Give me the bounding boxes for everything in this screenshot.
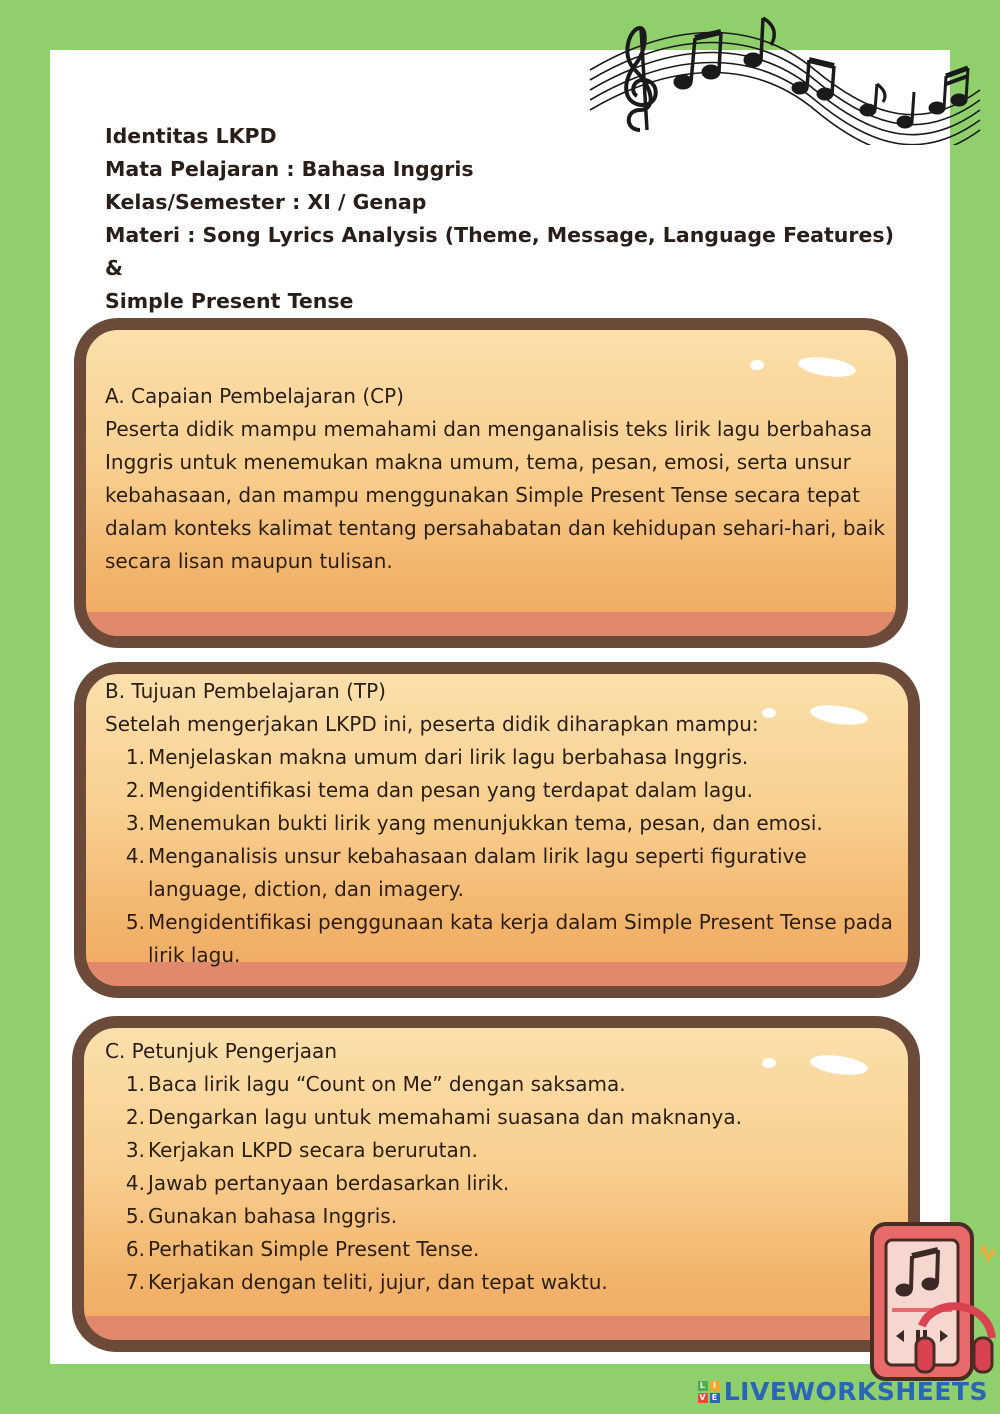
- list-item: [105, 1266, 905, 1299]
- identity-block: [105, 120, 905, 351]
- list-item-text: Dengarkan lagu untuk memahami suasana dan maknanya.: [148, 1105, 742, 1129]
- identity-title: Identitas LKPD: [105, 124, 277, 148]
- panel-band: [84, 1316, 908, 1340]
- list-item-text: Menemukan bukti lirik yang menunjukkan tema, pesan, dan emosi.: [148, 811, 823, 835]
- list-item: [105, 1200, 905, 1233]
- list-item: [105, 906, 905, 972]
- section-petunjuk: [105, 1035, 905, 1299]
- list-item-text: Mengidentifikasi tema dan pesan yang terdapat dalam lagu.: [148, 778, 753, 802]
- list-item-number: 5.: [125, 910, 145, 934]
- brand-name: LIVEWORKSHEETS: [723, 1377, 988, 1406]
- panel-band: [86, 612, 896, 636]
- list-item-text: Gunakan bahasa Inggris.: [148, 1204, 398, 1228]
- list-item-number: 7.: [125, 1270, 145, 1294]
- section-tujuan: [105, 675, 905, 972]
- logo-letter: L: [698, 1381, 708, 1391]
- identity-material-line1: Materi : Song Lyrics Analysis (Theme, Message, Language Features) &: [105, 223, 894, 280]
- liveworksheets-logo: [698, 1377, 988, 1406]
- section-b-heading: B. Tujuan Pembelajaran (TP): [105, 679, 386, 703]
- identity-material-line2: Simple Present Tense: [105, 289, 354, 313]
- section-b-intro: Setelah mengerjakan LKPD ini, peserta didik diharapkan mampu:: [105, 712, 759, 736]
- gloss-highlight: [797, 354, 857, 380]
- list-item-number: 1.: [125, 1072, 145, 1096]
- list-item-text: Mengidentifikasi penggunaan kata kerja dalam Simple Present Tense pada lirik lagu.: [148, 910, 893, 967]
- list-item: [105, 1101, 905, 1134]
- list-item: [105, 1233, 905, 1266]
- list-item: [105, 807, 905, 840]
- list-item-number: 3.: [125, 1138, 145, 1162]
- list-item-text: Jawab pertanyaan berdasarkan lirik.: [148, 1171, 510, 1195]
- list-item-number: 2.: [125, 778, 145, 802]
- petunjuk-list: [105, 1068, 905, 1299]
- list-item-number: 6.: [125, 1237, 145, 1261]
- list-item: [105, 1068, 905, 1101]
- list-item-text: Kerjakan LKPD secara berurutan.: [148, 1138, 478, 1162]
- section-a-body: Peserta didik mampu memahami dan menganalisis teks lirik lagu berbahasa Inggris untuk menemukan makna umum, tema, pesan, emosi, serta unsur kebahasaan, dan mampu menggunakan Simple Present Tense secara tepat dalam konteks kalimat tentang persahabatan dan kehidupan sehari-hari, baik secara lisan maupun tulisan.: [105, 417, 885, 573]
- section-a-heading: A. Capaian Pembelajaran (CP): [105, 384, 404, 408]
- list-item-number: 4.: [125, 844, 145, 868]
- logo-letter: E: [710, 1393, 720, 1403]
- logo-letter: I: [710, 1381, 720, 1391]
- list-item: [105, 840, 905, 906]
- identity-subject: Mata Pelajaran : Bahasa Inggris: [105, 157, 474, 181]
- list-item: [105, 1167, 905, 1200]
- logo-letter: V: [699, 1392, 707, 1402]
- list-item-text: Perhatikan Simple Present Tense.: [148, 1237, 480, 1261]
- section-c-heading: C. Petunjuk Pengerjaan: [105, 1039, 337, 1063]
- list-item-number: 4.: [125, 1171, 145, 1195]
- list-item-text: Menjelaskan makna umum dari lirik lagu berbahasa Inggris.: [148, 745, 749, 769]
- list-item: [105, 1134, 905, 1167]
- identity-class-semester: Kelas/Semester : XI / Genap: [105, 190, 427, 214]
- music-player-icon: [862, 1218, 1000, 1386]
- list-item-text: Baca lirik lagu “Count on Me” dengan saksama.: [148, 1072, 626, 1096]
- list-item-number: 3.: [125, 811, 145, 835]
- list-item-text: Menganalisis unsur kebahasaan dalam lirik lagu seperti figurative language, diction, dan imagery.: [148, 844, 807, 901]
- list-item: [105, 741, 905, 774]
- gloss-highlight: [750, 360, 764, 370]
- list-item: [105, 774, 905, 807]
- list-item-number: 1.: [125, 745, 145, 769]
- list-item-text: Kerjakan dengan teliti, jujur, dan tepat waktu.: [148, 1270, 608, 1294]
- list-item-number: 2.: [125, 1105, 145, 1129]
- section-capaian: [105, 380, 905, 578]
- tujuan-list: [105, 741, 905, 972]
- list-item-number: 5.: [125, 1204, 145, 1228]
- liveworksheets-logo-icon: [698, 1381, 720, 1403]
